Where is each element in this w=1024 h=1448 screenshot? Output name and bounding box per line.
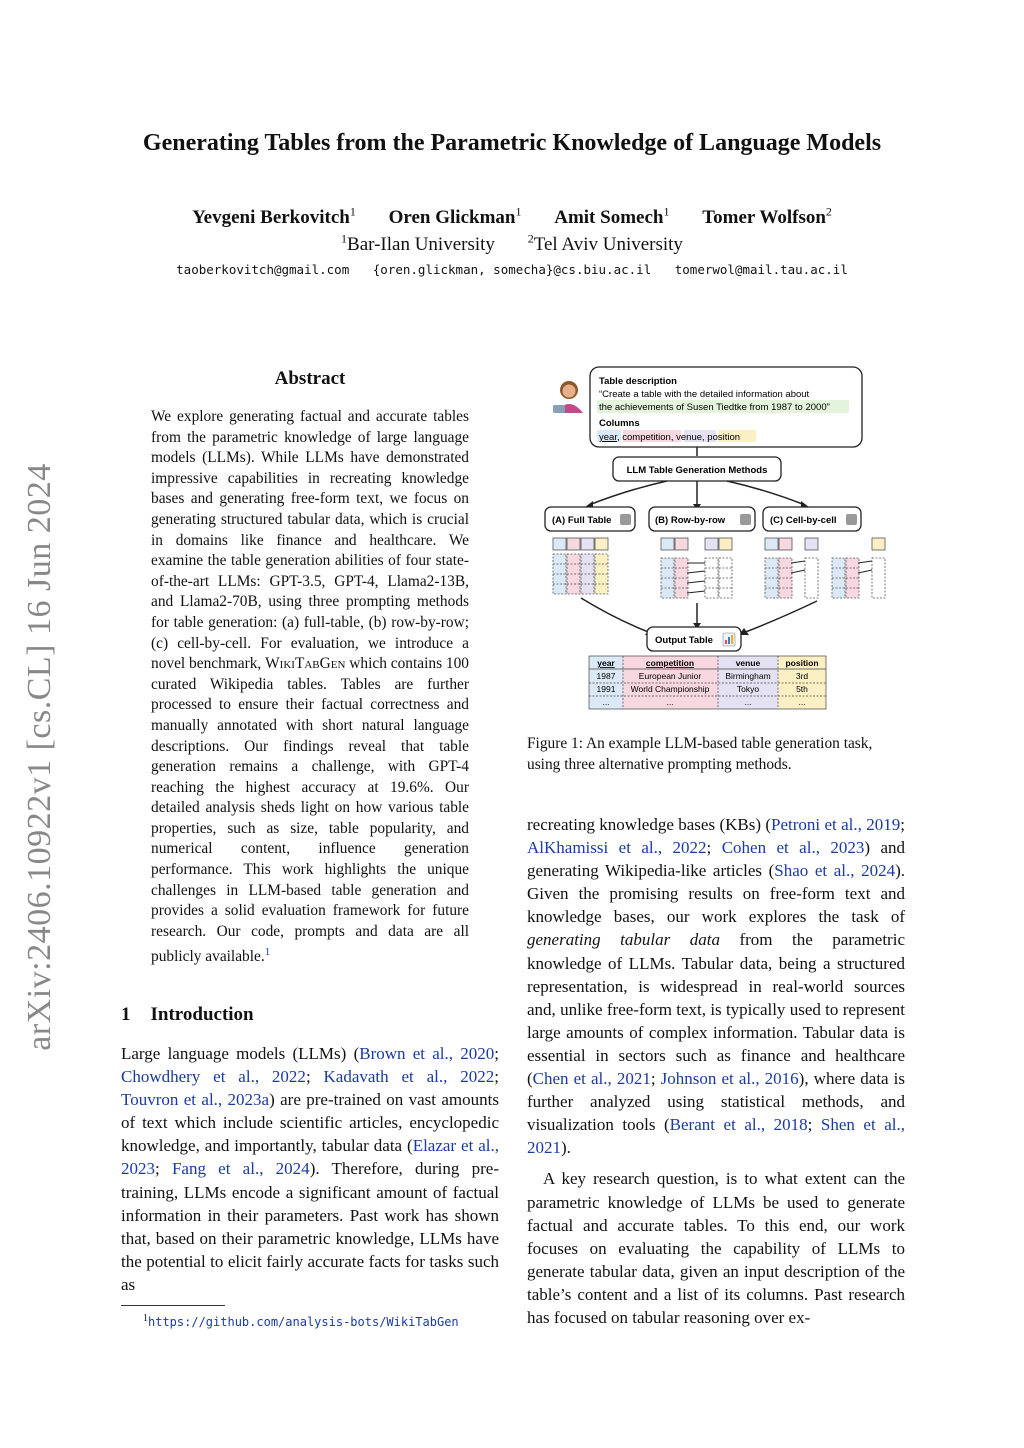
figure-caption: Figure 1: An example LLM-based table generation task, using three alternative prompting methods.	[527, 735, 873, 773]
benchmark-name: WikiTabGen	[265, 655, 346, 673]
abstract-body: We explore generating factual and accurate tables from the parametric knowledge of large language models (LLMs). While LLMs have demonstrated impressive capabilities in recreating knowledge bases and generating free-form text, we focus on generating structured tabular data, which is crucial in domains like finance and healthcare. We examine the table generation abilities of four state-of-the-art LLMs: GPT-3.5, GPT-4, Llama2-13B, and Llama2-70B, using three prompting methods for table generation: (a) full-table, (b) row-by-row; (c) cell-by-cell. For evaluation, we introduce a novel benchmark, WikiTabGen which contains 100 curated Wikipedia tables. Tables are further processed to ensure their factual correctness and manually annotated with short natural language descriptions. Our findings reveal that table generation remains a challenge, with GPT-4 reaching the highest accuracy at 19.6%. Our detailed analysis sheds light on how various table properties, such as size, table popularity, and numerical content, influence generation performance. This work highlights the unique challenges in LLM-based table generation and provides a solid evaluation framework for future research. Our code, prompts and data are all publicly available.$^1$	[151, 408, 470, 966]
method-a	[545, 507, 635, 531]
svg-text:(A) Full Table: (A) Full Table	[552, 515, 612, 526]
affiliation: $^1$Bar-Ilan University	[341, 232, 495, 256]
citation-link[interactable]: Shao et al., 2024	[774, 861, 896, 881]
emails	[0, 262, 1024, 277]
paragraph: recreating knowledge bases (KBs) (Petroni et al., 2019; AlKhamissi et al., 2022; Cohen et al., 2023) and generating Wikipedia-like articles (Shao et al., 2024). Given the promising results on free-form text and knowledge bases, our work explores the task of generating tabular data from the parametric knowledge of LLMs. Tabular data, being a structured representation, is widespread in real-world sources and, unlike free-form text, is typically used to represent large amounts of complex information. Tabular data is essential in sectors such as finance and healthcare (Chen et al., 2021; Johnson et al., 2016), where data is further analyzed using statistical methods, and visualization tools (Berant et al., 2018; Shen et al., 2021).	[527, 815, 906, 1158]
footnote-link[interactable]: https://github.com/analysis-bots/WikiTabGen	[148, 1315, 459, 1329]
citation-link[interactable]: Johnson et al., 2016	[660, 1069, 799, 1089]
desc-title: Table description	[599, 376, 677, 387]
output-table	[589, 656, 826, 709]
citation-link[interactable]: Chen et al., 2021	[532, 1069, 651, 1089]
svg-text:position: position	[785, 658, 819, 668]
svg-text:venue: venue	[735, 658, 761, 668]
svg-text:...: ...	[666, 697, 674, 707]
affiliations	[0, 232, 1024, 256]
svg-text:1987: 1987	[596, 671, 616, 681]
svg-text:European Junior: European Junior	[638, 671, 702, 681]
intro-left-column	[121, 1042, 499, 1296]
arxiv-stamp: arXiv:2406.10922v1 [cs.CL] 16 Jun 2024	[21, 463, 58, 1051]
svg-text:World Championship: World Championship	[630, 684, 710, 694]
paragraph: Large language models (LLMs) (Brown et al., 2020; Chowdhery et al., 2022; Kadavath et al., 2022; Touvron et al., 2023a) are pre-trained on vast amounts of text which include scientific articles, encyclopedic knowledge, and importantly, tabular data (Elazar et al., 2023; Fang et al., 2024). Therefore, during pre-training, LLMs encode a significant amount of factual information in their parameters. Past work has shown that, based on their parametric knowledge, LLMs have the potential to elicit fairly accurate facts for tasks such as	[121, 1044, 499, 1294]
method-c	[763, 507, 861, 531]
citation-link[interactable]: Petroni et al., 2019	[771, 815, 901, 834]
email: tomerwol@mail.tau.ac.il	[674, 262, 848, 277]
author: Tomer Wolfson$^2$	[702, 205, 832, 229]
svg-text:3rd: 3rd	[795, 671, 809, 681]
citation-link[interactable]: Chowdhery et al., 2022	[121, 1067, 306, 1087]
author: Amit Somech$^1$	[554, 205, 670, 229]
figure-1	[527, 365, 907, 720]
methods-title: LLM Table Generation Methods	[626, 465, 768, 476]
columns-list: year, competition, venue, position	[599, 432, 741, 443]
svg-text:Birmingham: Birmingham	[725, 671, 771, 681]
intro-right-column	[527, 813, 905, 1329]
svg-text:year: year	[597, 658, 615, 668]
citation-link[interactable]: Berant et al., 2018	[669, 1115, 808, 1135]
citation-link[interactable]: Kadavath et al., 2022	[323, 1067, 495, 1087]
user-avatar-icon	[553, 381, 583, 413]
method-b	[649, 507, 755, 531]
email: {oren.glickman, somecha}@cs.biu.ac.il	[372, 262, 652, 277]
full-table-grid	[553, 538, 608, 594]
footnote-rule	[121, 1305, 225, 1306]
citation-link[interactable]: Fang et al., 2024	[171, 1159, 310, 1179]
email: taoberkovitch@gmail.com	[176, 262, 350, 277]
svg-text:...: ...	[798, 697, 806, 707]
paper-title: Generating Tables from the Parametric Knowledge of Language Models	[142, 130, 882, 156]
svg-text:competition: competition	[645, 658, 695, 668]
citation-link[interactable]: Elazar et al., 2023	[121, 1136, 499, 1179]
citation-link[interactable]: Cohen et al., 2023	[721, 838, 865, 858]
citation-link[interactable]: Brown et al., 2020	[359, 1044, 495, 1063]
section-heading: 1 Introduction	[121, 1004, 254, 1025]
author: Yevgeni Berkovitch$^1$	[192, 205, 356, 229]
author: Oren Glickman$^1$	[388, 205, 522, 229]
citation-link[interactable]: AlKhamissi et al., 2022	[527, 838, 707, 858]
svg-text:1991: 1991	[596, 684, 616, 694]
citation-link[interactable]: Touvron et al., 2023a	[121, 1090, 270, 1110]
desc-line: the achievements of Susen Tiedtke from 1987 to 2000”	[599, 402, 830, 413]
paragraph: A key research question, is to what extent can the parametric knowledge of LLMs be used to generate factual and accurate tables. To this end, our work focuses on evaluating the capability of LLMs to generate tabular data, given an input description of the table’s content and a list of its columns. Past research has focused on tabular reasoning over ex-	[527, 1169, 905, 1327]
row-by-row-grid	[661, 538, 732, 598]
svg-text:(C) Cell-by-cell: (C) Cell-by-cell	[770, 515, 837, 526]
affiliation: $^2$Tel Aviv University	[527, 232, 683, 256]
author-list	[0, 205, 1024, 229]
abstract-heading: Abstract	[274, 368, 346, 389]
svg-text:...: ...	[602, 697, 610, 707]
svg-text:Tokyo: Tokyo	[736, 684, 760, 694]
columns-title: Columns	[599, 418, 640, 429]
output-title: Output Table	[655, 635, 713, 646]
footnote: $^1$https://github.com/analysis-bots/WikiTabGen	[143, 1313, 459, 1329]
svg-text:5th: 5th	[796, 684, 808, 694]
footnote-ref[interactable]: 1	[264, 946, 271, 959]
svg-text:...: ...	[744, 697, 752, 707]
citation-link[interactable]: Shen et al., 2021	[527, 1115, 905, 1158]
bar-chart-icon	[723, 633, 735, 646]
cell-by-cell-grid	[765, 538, 885, 598]
desc-line: “Create a table with the detailed information about	[599, 389, 810, 400]
svg-text:(B) Row-by-row: (B) Row-by-row	[655, 515, 726, 526]
